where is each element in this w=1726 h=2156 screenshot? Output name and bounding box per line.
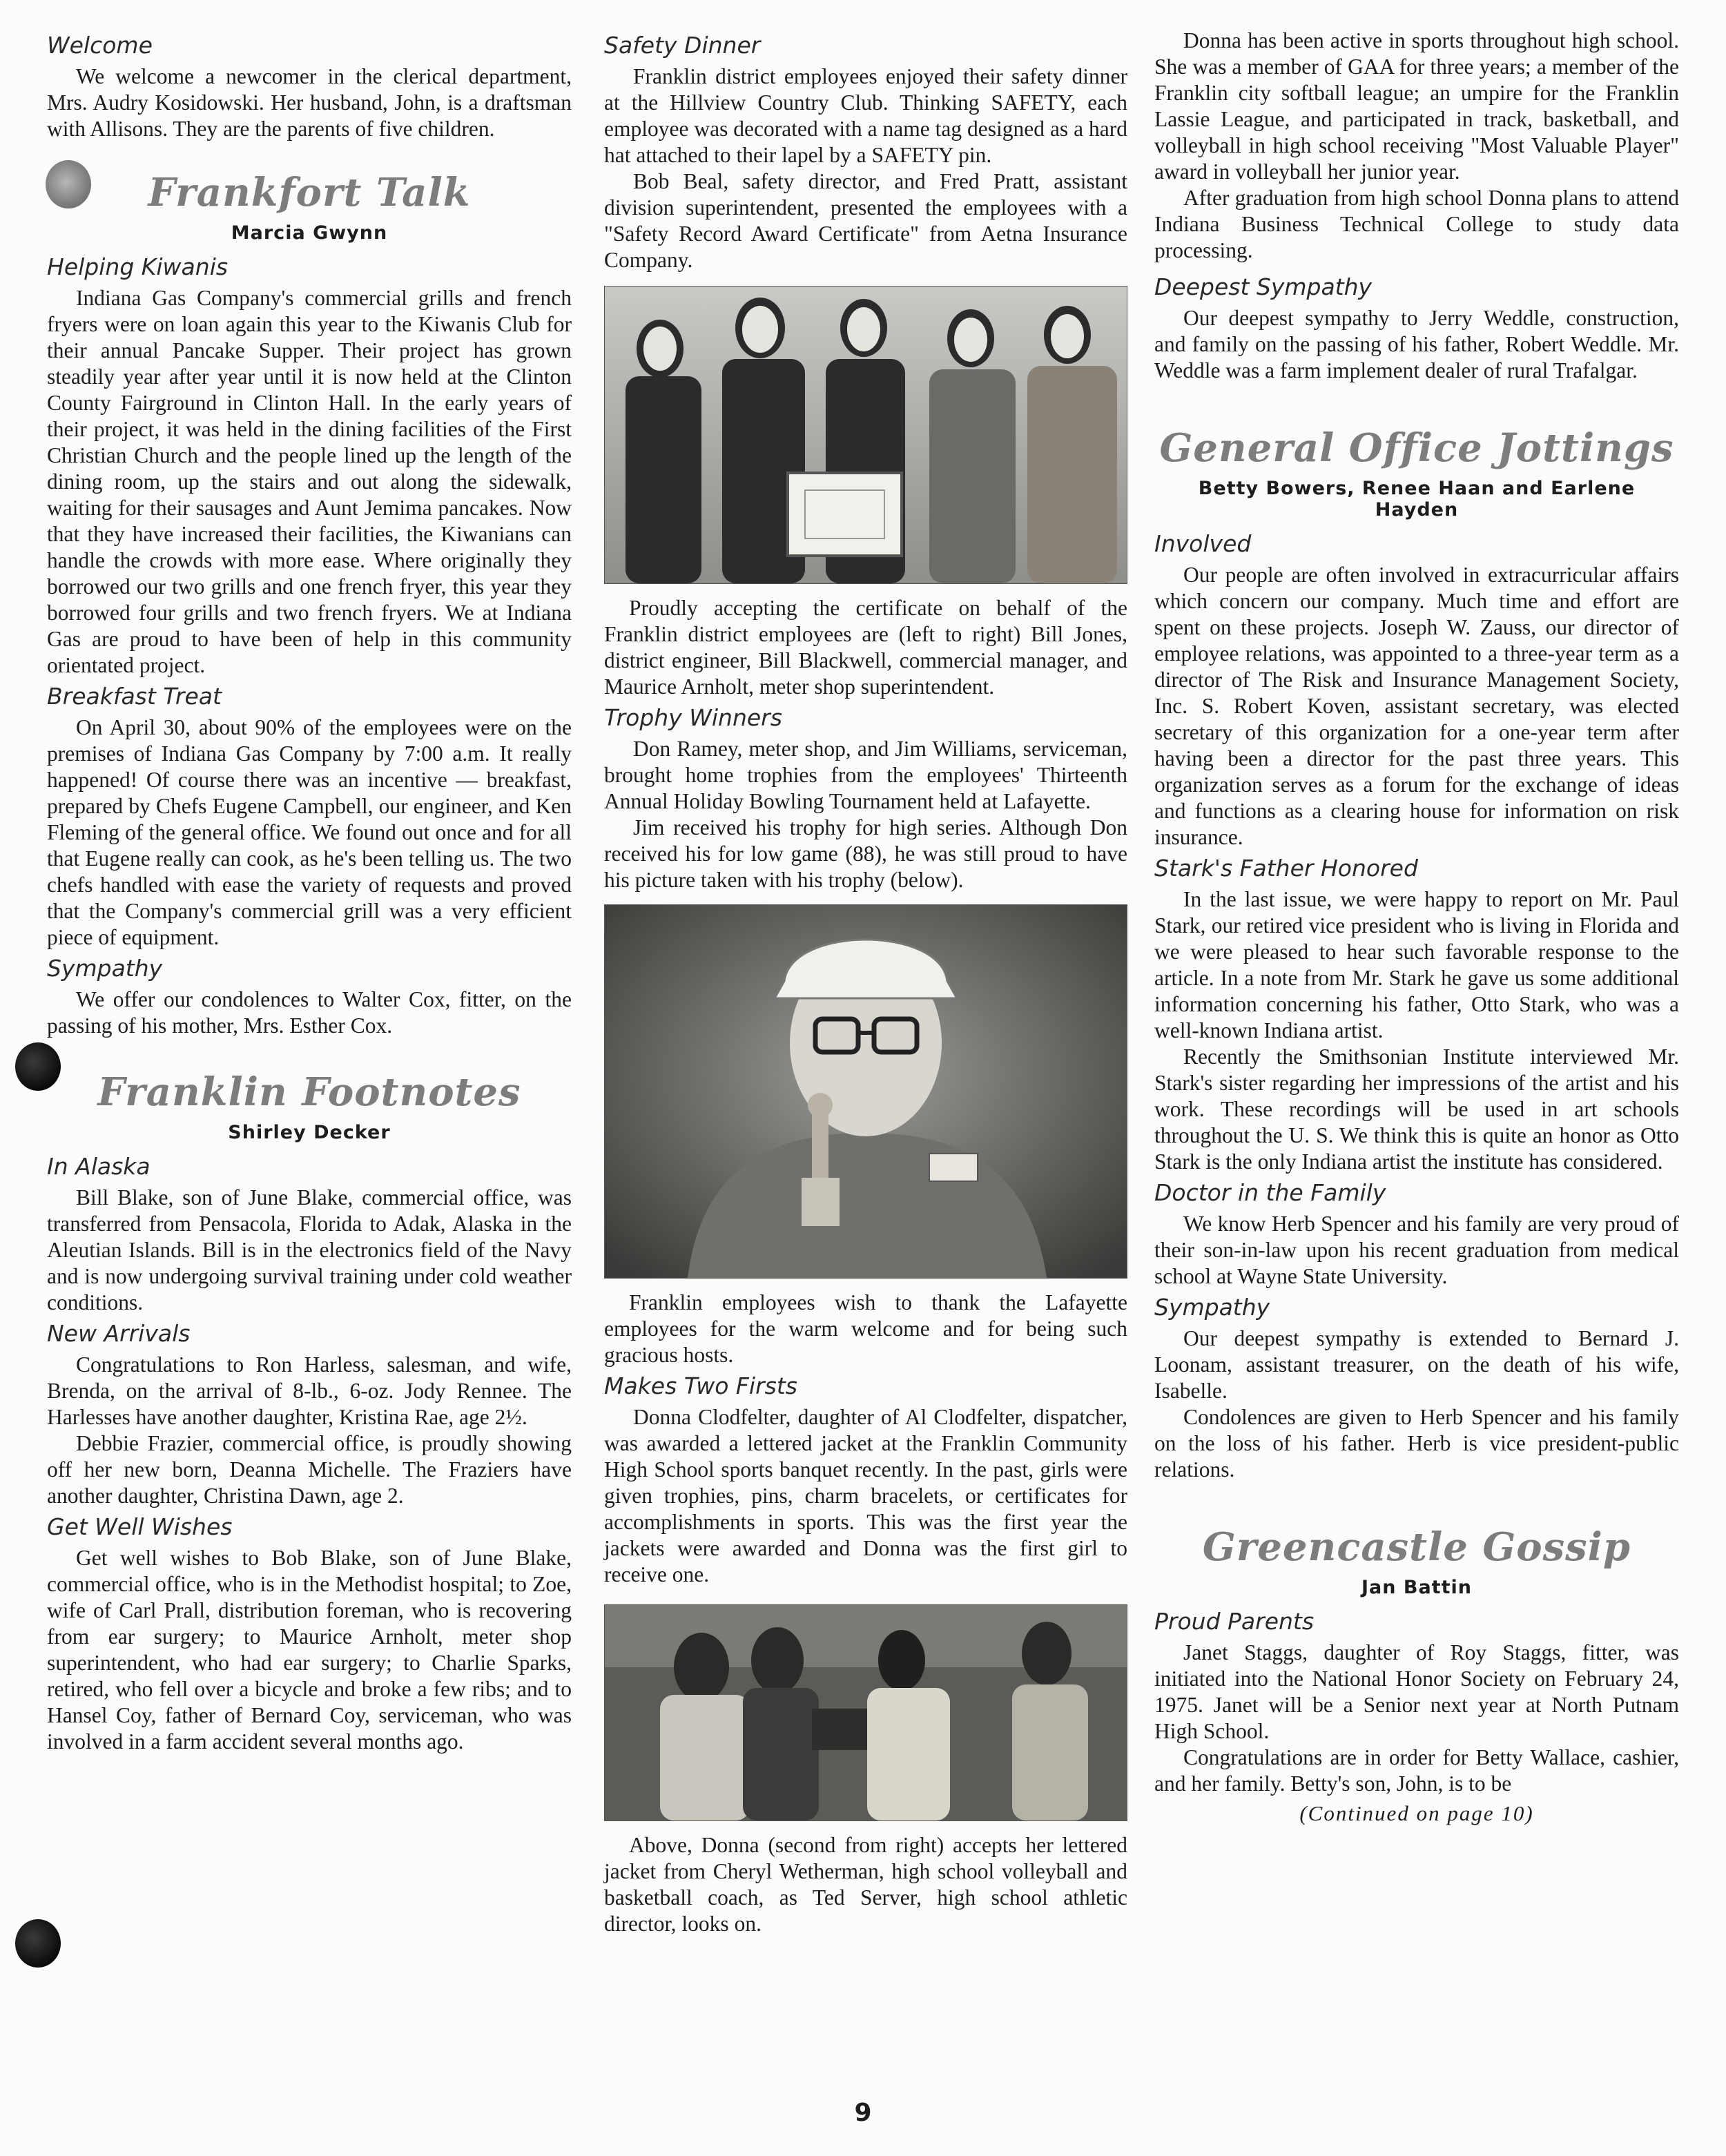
paragraph: In the last issue, we were happy to report on Mr. Paul Stark, our retired vice president who is living in Florida and we were pleased to hear such favorable response to the article. In a note from Mr. Stark he gave us some additional information concerning his father, Otto Stark, who was a well-known Indiana artist. — [1154, 887, 1679, 1042]
jacket-photo-image — [605, 1605, 1127, 1820]
paragraph: Debbie Frazier, commercial office, is proudly showing off her new born, Deanna Michelle. The Fraziers have another daughter, Christina Dawn, age 2. — [47, 1431, 572, 1508]
photo-caption: Above, Donna (second from right) accepts her lettered jacket from Cheryl Wetherman, high school volleyball and basketball coach, as Ted Server, high school athletic director, looks on. — [604, 1833, 1127, 1936]
paragraph: Jim received his trophy for high series. Although Don received his for low game (88), he was still proud to have his picture taken with his trophy (below). — [604, 815, 1127, 892]
paragraph: Our deepest sympathy to Jerry Weddle, construction, and family on the passing of his father, Robert Weddle. Mr. Weddle was a farm implement dealer of rural Trafalgar. — [1154, 306, 1679, 382]
section-heading: Get Well Wishes — [47, 1513, 233, 1540]
section-heading: New Arrivals — [47, 1320, 191, 1347]
paragraph: Condolences are given to Herb Spencer and his family on the loss of his father. Herb is vice president-public relations. — [1154, 1405, 1679, 1482]
paragraph: Congratulations are in order for Betty Wallace, cashier, and her family. Betty's son, John, is to be — [1154, 1745, 1679, 1796]
section-heading: Deepest Sympathy — [1154, 273, 1373, 300]
trophy-photo-image — [605, 905, 1127, 1278]
paragraph: On April 30, about 90% of the employees were on the premises of Indiana Gas Company by 7:00 a.m. It really happened! Of course there was an incentive — breakfast, prepared by Chefs Eugene Campbell, our engineer, and Ken Fleming of the general office. We found out once and for all that Eugene really can cook, as he's been telling us. The two chefs handled with ease the variety of requests and proved that the Company's commercial grill was a very efficient piece of equipment. — [47, 715, 572, 949]
column-title: Greencastle Gossip — [1202, 1524, 1631, 1570]
section-heading: Safety Dinner — [604, 32, 761, 59]
paragraph: Donna Clodfelter, daughter of Al Clodfelter, dispatcher, was awarded a lettered jacket at the Franklin Community High School sports banquet recently. In the past, girls were given trophies, pins, charm bracelets, or certificates for accomplishments in sports. This was the first year the jackets were awarded and Donna was the first girl to receive one. — [604, 1405, 1127, 1586]
column-title: Franklin Footnotes — [97, 1069, 521, 1115]
section-heading: Sympathy — [1154, 1294, 1270, 1321]
photo-caption: Proudly accepting the certificate on behalf of the Franklin district employees are (left to right) Bill Jones, district engineer, Bill Blackwell, commercial manager, and Maurice Arnholt, meter shop superintendent. — [604, 596, 1127, 699]
page-number: 9 — [854, 2099, 872, 2127]
column-author: Betty Bowers, Renee Haan and Earlene Hayden — [1198, 478, 1636, 521]
paragraph: Our people are often involved in extracurricular affairs which concern our company. Much time and effort are spent on these projects. Joseph W. Zauss, our director of employee relations, was appointed to a three-year term as a director of The Risk and Insurance Management Society, Inc. S. Robert Koven, assistant secretary, was elected secretary of this organization for a one-year term after having been a director for the past three years. This organization serves as a forum for the exchange of ideas and functions as a clearing house for information on risk insurance. — [1154, 563, 1679, 849]
column-author: Marcia Gwynn — [231, 222, 388, 244]
section-heading: Makes Two Firsts — [604, 1372, 797, 1399]
paragraph: Congratulations to Ron Harless, salesman, and wife, Brenda, on the arrival of 8-lb., 6-oz. Jody Rennee. The Harlesses have another daughter, Kristina Rae, age 2½. — [47, 1352, 572, 1429]
section-heading: Doctor in the Family — [1154, 1179, 1386, 1206]
column-middle — [604, 28, 1127, 1937]
punch-hole — [15, 1919, 61, 1968]
paragraph: Our deepest sympathy is extended to Bernard J. Loonam, assistant treasurer, on the death of his wife, Isabelle. — [1154, 1326, 1679, 1403]
paragraph: We know Herb Spencer and his family are very proud of their son-in-law upon his recent graduation from medical school at Wayne State University. — [1154, 1212, 1679, 1288]
paragraph: Indiana Gas Company's commercial grills and french fryers were on loan again this year to the Kiwanis Club for their annual Pancake Supper. Their project has grown steadily year after year until it is now held at the Clinton County Fairground in Clinton Hall. In the early years of their project, it was held in the dining facilities of the First Christian Church and the people lined up the length of the dining room, up the stairs and out along the sidewalk, waiting for their sausages and Aunt Jemima pancakes. Now that they have increased their facilities, the Kiwanians can handle the crowds with more ease. Where originally they borrowed our two grills and one french fryer, this year they borrowed four grills and two french fryers. We at Indiana Gas are proud to have been of help in this community orientated project. — [47, 286, 572, 677]
paragraph: Get well wishes to Bob Blake, son of June Blake, commercial office, who is in the Methodist hospital; to Zoe, wife of Carl Prall, distribution foreman, who is recovering from ear surgery; to Maurice Arnholt, meter shop superintendent, who had ear surgery; to Charlie Sparks, retired, who fell over a bicycle and broke a few ribs; and to Hansel Coy, father of Bernard Coy, serviceman, who was involved in a farm accident several months ago. — [47, 1546, 572, 1754]
paragraph: Don Ramey, meter shop, and Jim Williams, serviceman, brought home trophies from the employees' Thirteenth Annual Holiday Bowling Tournament held at Lafayette. — [604, 737, 1127, 813]
paragraph: Janet Staggs, daughter of Roy Staggs, fitter, was initiated into the National Honor Society on February 24, 1975. Janet will be a Senior next year at North Putnam High School. — [1154, 1640, 1679, 1743]
column-title: General Office Jottings — [1159, 425, 1674, 471]
section-heading: Proud Parents — [1154, 1608, 1315, 1635]
jacket-photo — [604, 1604, 1127, 1821]
paragraph: We offer our condolences to Walter Cox, fitter, on the passing of his mother, Mrs. Esther Cox. — [47, 987, 572, 1038]
trophy-photo — [604, 904, 1127, 1279]
paragraph: Franklin district employees enjoyed their safety dinner at the Hillview Country Club. Thinking SAFETY, each employee was decorated with a name tag designed as a hard hat attached to their lapel by a SAFETY pin. — [604, 64, 1127, 167]
section-heading: Breakfast Treat — [47, 683, 222, 710]
paragraph: Bill Blake, son of June Blake, commercial office, was transferred from Pensacola, Florida to Adak, Alaska in the Aleutian Islands. Bill is in the electronics field of the Navy and is now undergoing survival training under cold weather conditions. — [47, 1185, 572, 1314]
paragraph: Donna has been active in sports throughout high school. She was a member of GAA for three years; a member of the Franklin city softball league; an umpire for the Franklin Lassie League, and participated in track, basketball, and volleyball in high school receiving "Most Valuable Player" award in volleyball her junior year. — [1154, 28, 1679, 184]
section-heading: Sympathy — [47, 955, 163, 982]
photo-caption: Franklin employees wish to thank the Lafayette employees for the warm welcome and for being such gracious hosts. — [604, 1290, 1127, 1367]
column-right — [1154, 28, 1679, 1826]
column-author: Shirley Decker — [228, 1122, 391, 1143]
paragraph: We welcome a newcomer in the clerical department, Mrs. Audry Kosidowski. Her husband, John, is a draftsman with Allisons. They are the parents of five children. — [47, 64, 572, 141]
group-photo-image — [605, 287, 1127, 583]
section-heading: Stark's Father Honored — [1154, 855, 1418, 882]
paragraph: Bob Beal, safety director, and Fred Pratt, assistant division superintendent, presented the employees with a "Safety Record Award Certificate" from Aetna Insurance Company. — [604, 169, 1127, 272]
section-heading: Trophy Winners — [604, 704, 782, 731]
section-heading: Welcome — [47, 32, 153, 59]
column-left — [47, 28, 572, 1755]
section-heading: Involved — [1154, 530, 1252, 557]
paragraph: After graduation from high school Donna plans to attend Indiana Business Technical College to study data processing. — [1154, 186, 1679, 262]
continued-note: (Continued on page 10) — [1299, 1801, 1534, 1825]
column-title: Frankfort Talk — [148, 170, 471, 215]
section-heading: In Alaska — [47, 1153, 151, 1180]
group-photo — [604, 286, 1127, 584]
paragraph: Recently the Smithsonian Institute interviewed Mr. Stark's sister regarding her impressions of the artist and his work. These recordings will be used in art schools throughout the U. S. We think this is quite an honor as Otto Stark is the only Indiana artist the institute has considered. — [1154, 1045, 1679, 1174]
section-heading: Helping Kiwanis — [47, 253, 229, 280]
column-author: Jan Battin — [1361, 1577, 1472, 1598]
